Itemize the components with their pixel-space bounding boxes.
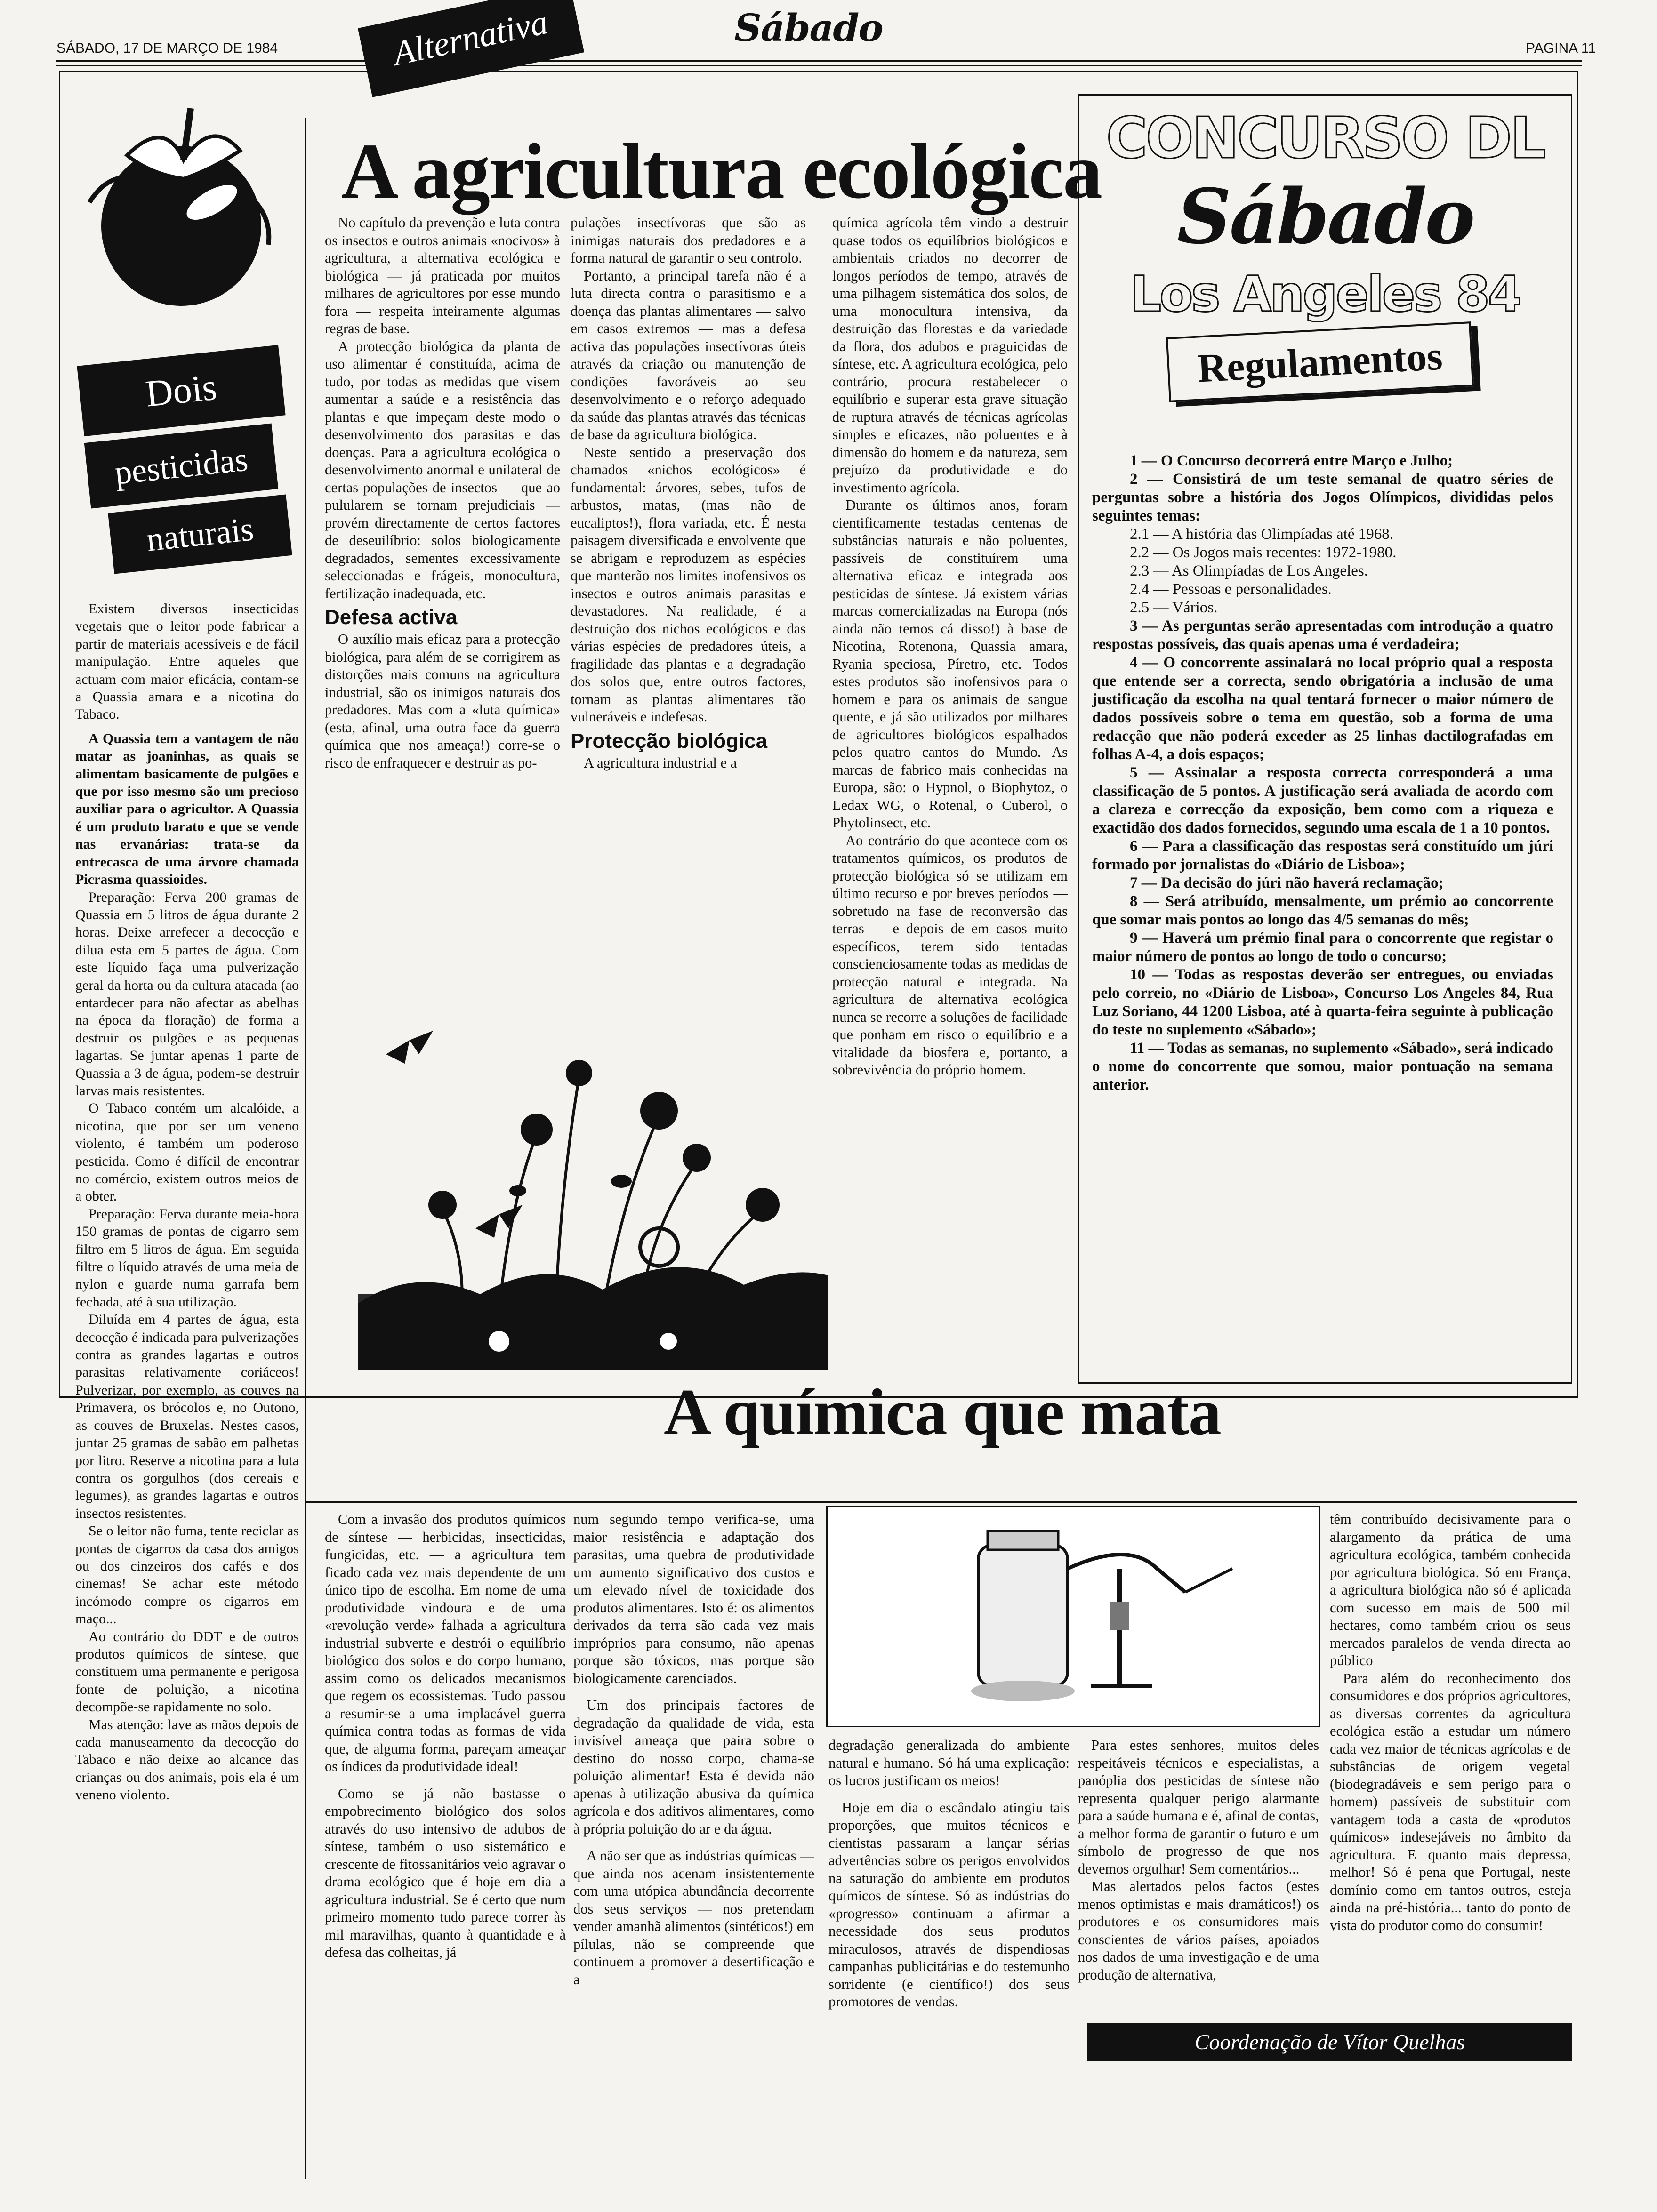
article1-paragraph: A agricultura industrial e a bbox=[584, 754, 737, 771]
article2-paragraph: A não ser que as indústrias químicas — que ainda nos acenam insistentemente com uma utópica abundância decorrente dos seus serviços — nos pretendam vender amanhã alimentos (sintéticos!) em pílulas, não se compreende que continuem a promover a desertificação e a bbox=[573, 1848, 814, 1988]
sidebar-banner-text-2: pesticidas bbox=[113, 440, 250, 492]
article2-paragraph: Para estes senhores, muitos deles respeitáveis técnicos e especialistas, a panóplia dos pesticidas de síntese não representa qualquer perigo alarmante para a saúde humana e é, afinal de contas, a melhor forma de garantir o futuro e um símbolo de progresso de que nos devemos orgulhar! Sem comentários... bbox=[1078, 1737, 1319, 1877]
sidebar-banner-text-1: Dois bbox=[144, 366, 219, 415]
article1-paragraph: No capítulo da prevenção e luta contra os insectos e outros animais «nocivos» à agricultura, a alternativa ecológica e biológica — já praticada por muitos milhares de agricultores por esse mundo fora — respeita inteiramente algumas regras de base. bbox=[325, 215, 560, 337]
article1-subheading-proteccao: Protecção biológica bbox=[571, 729, 768, 753]
sidebar-divider bbox=[305, 118, 306, 2179]
article1-paragraph: A protecção biológica da planta de uso alimentar é constituída, acima de tudo, por todas as medidas que visem aumentar a saúde e a resistência das plantas e que impeçam deste modo o desenvolvimento dos parasitas e das doenças. Para a agricultura ecológica o desenvolvimento anormal e unilateral de certas populações de insectos — que ao pulularem se tornam prejudiciais — provém directamente de certos factores de deseuilíbrio: solos biologicamente degradados, sementes excessivamente seleccionadas e frágeis, monocultura, fertilização inadequada, etc. bbox=[325, 338, 560, 601]
article2-paragraph: Mas alertados pelos factos (estes menos optimistas e mais dramáticos!) os produtores e os consumidores mais conscientes de vários países, apoiados nos dados de uma investigação e de uma produção de alternativa, bbox=[1078, 1878, 1319, 1983]
article2-column-4 bbox=[1078, 1737, 1319, 2000]
concurso-logo-line2: Sábado bbox=[1177, 172, 1473, 261]
header-rule bbox=[56, 60, 1582, 62]
tomato-illustration bbox=[71, 89, 292, 315]
article2-paragraph: Um dos principais factores de degradação da qualidade de vida, esta invisível ameaça que paira sobre o destino do nosso corpo, chama-se poluição alimentar! Esta é devida não apenas à utilização abusiva da química agrícola e dos aditivos alimentares, como à própria poluição do ar e da água. bbox=[573, 1697, 814, 1837]
article1-paragraph: Durante os últimos anos, foram cientificamente testadas centenas de substâncias naturais e não poluentes, passíveis de constituírem uma alternativa eficaz e integrada aos pesticidas de síntese. Já existem várias marcas comercializadas na Europa (nós ainda não temos cá disso!) à base de Nicotina, Rotenona, Quassia amara, Ryania speciosa, Píretro, etc. Todos estes produtos são inofensivos para o homem e para os animais de sangue quente, e já são utilizados por milhares de agricultores biológicos espalhados pelos quatro cantos do Mundo. As marcas de fabrico mais conhecidas na Europa, são: o Hypnol, o Biophytoz, o Ledax WG, o Rotenal, o Cuberol, o Phytolinsect, etc. bbox=[832, 497, 1068, 831]
rule-item: 2.4 — Pessoas e personalidades. bbox=[1130, 581, 1332, 598]
article2-paragraph: Com a invasão dos produtos químicos de síntese — herbicidas, insecticidas, fungicidas, etc. — a agricultura tem ficado cada vez mais dependente de um único tipo de escolha. Em nome de uma produtividade vindoura e de uma «revolução verde» falhada a agricultura industrial subverte e destrói o equilíbrio biológico dos solos e do corpo humano, assim como os delicados mecanismos que regem os ecossistemas. Tudo passou a resumir-se a uma implacável guerra química contra todas as formas de vida que, de alguma forma, pareçam ameaçar os índices da produtividade ideal! bbox=[325, 1511, 566, 1774]
rule-item: 11 — Todas as semanas, no suplemento «Sábado», será indicado o nome do concorrente que somou, maior pontuação na semana anterior. bbox=[1092, 1040, 1553, 1093]
article2-title: A química que mata bbox=[664, 1376, 1221, 1449]
concurso-logo-line3: Los Angeles 84 bbox=[1130, 265, 1520, 323]
sidebar-paragraph: Mas atenção: lave as mãos depois de cada manuseamento da decocção do Tabaco e não deixe ao alcance das crianças ou dos animais, pois ela é um veneno violento. bbox=[75, 1716, 299, 1803]
sidebar-paragraph: Existem diversos insecticidas vegetais que o leitor pode fabricar a partir de materiais acessíveis e de fácil manipulação. Entre aqueles que actuam com maior eficácia, contam-se a Quassia amara e a nicotina do Tabaco. bbox=[75, 601, 299, 722]
article1-column-3 bbox=[832, 214, 1068, 1372]
sidebar-paragraph: Diluída em 4 partes de água, esta decocção é indicada para pulverizações contra as grandes lagartas e outros parasitas relativamente coriáceos! Pulverizar, por exemplo, as couves na Primavera, os brócolos e, no Outono, as couves de Bruxelas. Nestes casos, juntar 25 gramas de sabão em palhetas por litro. Reserve a nicotina para a luta contra os gorgulhos (dos cereais e legumes), as grandes lagartas e outros insectos resistentes. bbox=[75, 1312, 299, 1521]
rule-item: 5 — Assinalar a resposta correcta corresponderá a uma classificação de 5 pontos. A justificação será avaliada de acordo com a clareza e correcção da exposição, bem como com a riqueza e exactidão dos dados fornecidos, segundo uma escala de 1 a 10 pontos. bbox=[1092, 764, 1553, 836]
rule-item: 8 — Será atribuído, mensalmente, um prémio ao concorrente que somar mais pontos ao longo das 4/5 semanas do mês; bbox=[1092, 893, 1553, 928]
article1-paragraph: química agrícola têm vindo a destruir quase todos os equilíbrios biológicos e ambientais criados no decorrer de longos períodos de tempo, através de uma pilhagem sistemática dos solos, de uma monocultura intensiva, da destruição das florestas e da variedade da flora, dos adubos e praguicidas de síntese, etc. A agricultura ecológica, pelo contrário, procura restabelecer o equilíbrio e superar esta grave situação de ruptura através de técnicas agrícolas simples e eficazes, não poluentes e à dimensão do homem e da natureza, sem prejuízo da produtividade e do investimento agrícola. bbox=[832, 215, 1068, 496]
rule-item: 3 — As perguntas serão apresentadas com introdução a quatro respostas possíveis, das quais apenas uma é verdadeira; bbox=[1092, 617, 1553, 653]
article1-paragraph: Portanto, a principal tarefa não é a luta directa contra o parasitismo e a doença das plantas alimentares — salvo em casos extremos — mas a defesa activa das populações insectívoras úteis através da criação ou manutenção de condições favoráveis ao seu desenvolvimento e o reforço adequado da saúde das plantas através das técnicas de base da agricultura biológica. bbox=[571, 267, 806, 442]
sidebar-text-column bbox=[75, 600, 299, 2125]
rule-item: 2.1 — A história das Olimpíadas até 1968. bbox=[1130, 526, 1394, 543]
sidebar-paragraph: Preparação: Ferva durante meia-hora 150 gramas de pontas de cigarro sem filtro em 5 litros de água. Em seguida filtre o líquido através de uma meia de nylon e guarde numa garrafa bem fechada, até à sua utilização. bbox=[75, 1206, 299, 1310]
regulamentos-list bbox=[1092, 452, 1553, 1374]
rule-item: 4 — O concorrente assinalará no local próprio qual a resposta que entende ser a correcta, sendo obrigatória a inclusão de uma justificação da escolha na qual tentará fornecer o maior número de dados possíveis sobre o tema em questão, sob a forma de uma redacção que não poderá exceder as 25 linhas dactilografadas em folhas A-4, a dois espaços; bbox=[1092, 654, 1553, 763]
rule-item: 7 — Da decisão do júri não haverá reclamação; bbox=[1130, 874, 1444, 891]
article-title: A agricultura ecológica bbox=[341, 128, 1102, 215]
rule-item: 2.3 — As Olimpíadas de Los Angeles. bbox=[1130, 562, 1368, 579]
header-date: SÁBADO, 17 DE MARÇO DE 1984 bbox=[56, 40, 278, 56]
sprayer-illustration bbox=[826, 1506, 1320, 1727]
article2-column-2 bbox=[573, 1511, 814, 2160]
concurso-logo bbox=[1087, 101, 1563, 365]
article2-paragraph: têm contribuído decisivamente para o alargamento da prática de uma agricultura ecológica, também conhecida por agricultura biológica. Só em França, a agricultura biológica não só é aplicada com sucesso em mais de 500 mil hectares, como também criou os seus mercados paralelos de venda directa ao público bbox=[1330, 1511, 1571, 1668]
article2-paragraph: Para além do reconhecimento dos consumidores e dos próprios agricultores, as diversas correntes da agricultura ecológica estão a estudar um número cada vez maior de técnicas agrícolas e de substâncias de origem vegetal (biodegradáveis e sem perigo para o homem) passíveis de substituir com vantagem toda a casta de «produtos químicos» indesejáveis no âmbito da agricultura. E quanto mais depressa, melhor! Só é pena que Portugal, neste domínio como em tantos outros, esteja ainda na pré-história... tanto do ponto de vista do produtor como do consumir! bbox=[1330, 1670, 1571, 1933]
article2-paragraph: degradação generalizada do ambiente natural e humano. Só há uma explicação: os lucros justificam os meios! bbox=[828, 1737, 1070, 1788]
concurso-logo-line1: CONCURSO DL bbox=[1106, 106, 1544, 171]
sidebar-banner-text-3: naturais bbox=[145, 510, 256, 559]
article1-paragraph: Ao contrário do que acontece com os tratamentos químicos, os produtos de protecção biológica só se utilizam em último recurso e por breves períodos — sobretudo na fase de reconversão das terras — e depois de em casos muito específicos, terem sido tentadas conscienciosamente todas as medidas de protecção natural e integrada. Na agricultura de alternativa ecológica nunca se recorre a soluções de facilidade que ponham em risco o equilíbrio e a vitalidade da biosfera e, portanto, a sobrevivência do próprio homem. bbox=[832, 832, 1068, 1078]
article1-paragraph: Neste sentido a preservação dos chamados «nichos ecológicos» é fundamental: árvores, sebes, tufos de arbustos, matas, (mas não de eucaliptos!), flora variada, etc. É nesta paisagem diversificada e envolvente que se abrigam e reproduzem as espécies que manterão nos limites inofensivos os insectos e outros animais parasitas e devastadores. Na realidade, é a destruição dos nichos ecológicos e das várias espécies de predadores úteis, a fragilidade das plantas e a degradação dos solos que, entre outros factores, tornam as plantas alimentares tão vulneráveis e indefesas. bbox=[571, 444, 806, 725]
header-page-number: PAGINA 11 bbox=[1526, 40, 1596, 56]
credit-bar bbox=[1087, 2023, 1572, 2061]
article1-subheading-defesa: Defesa activa bbox=[325, 606, 458, 629]
rule-item: 9 — Haverá um prémio final para o concorrente que registar o maior número de pontos ao longo de todo o concurso; bbox=[1092, 930, 1553, 965]
article1-column-1 bbox=[325, 214, 560, 1024]
rule-item: 1 — O Concurso decorrerá entre Março e Julho; bbox=[1130, 452, 1453, 469]
rule-item: 6 — Para a classificação das respostas será constituído um júri formado por jornalistas do «Diário de Lisboa»; bbox=[1092, 838, 1553, 873]
regulamentos-title: Regulamentos bbox=[1196, 333, 1444, 391]
article2-column-3 bbox=[828, 1737, 1070, 2160]
rule-item: 2.5 — Vários. bbox=[1130, 599, 1218, 616]
article2-column-1 bbox=[325, 1511, 566, 2160]
section-label-text: Alternativa bbox=[390, 2, 551, 73]
rule-item: 10 — Todas as respostas deverão ser entregues, ou enviadas pelo correio, no «Diário de Lisboa», Concurso Los Angeles 84, Rua Luz Soriano, 44 1200 Lisboa, até à quarta-feira seguinte à publicação do teste no suplemento «Sábado»; bbox=[1092, 966, 1553, 1038]
masthead-logo: Sábado bbox=[734, 6, 883, 50]
article1-paragraph: O auxílio mais eficaz para a protecção biológica, para além de se corrigirem as distorções mais comuns na agricultura industrial, são os inimigos naturais dos predadores. Mas com a «luta química» (esta, afinal, uma outra face da guerra química que nos ameaça!) corre-se o risco de enfraquecer e destruir as po- bbox=[325, 631, 560, 771]
garden-insects-illustration bbox=[358, 1012, 828, 1370]
sidebar-paragraph: Ao contrário do DDT e de outros produtos químicos de síntese, que constituem uma permanente e perigosa fonte de poluição, a nicotina decompõe-se rapidamente no solo. bbox=[75, 1628, 299, 1715]
credit-text: Coordenação de Vítor Quelhas bbox=[1194, 2030, 1465, 2054]
sidebar-paragraph: A Quassia tem a vantagem de não matar as joaninhas, as quais se alimentam basicamente de pulgões e que por isso mesmo são um precioso auxiliar para o agricultor. A Quassia é um produto barato e que se vende nas ervanárias: trata-se da entrecasca de uma árvore chamada Picrasma quassioides. bbox=[75, 730, 299, 888]
rule-item: 2 — Consistirá de um teste semanal de quatro séries de perguntas sobre a história dos Jogos Olímpicos, divididas pelos seguintes temas: bbox=[1092, 471, 1553, 524]
sidebar-paragraph: Preparação: Ferva 200 gramas de Quassia em 5 litros de água durante 2 horas. Deixe arrefecer a decocção e dilua esta em 5 partes de água. Com este líquido faça uma pulverização geral da horta ou da cultura atacada (ao entardecer para não afectar as abelhas na época da floração) de forma a destruir os pulgões e as pequenas lagartas. Se juntar apenas 1 parte de Quassia a 3 de água, podem-se destruir larvas mais resistentes. bbox=[75, 889, 299, 1098]
article2-paragraph: Hoje em dia o escândalo atingiu tais proporções, que muitos técnicos e cientistas passaram a lançar sérias advertências sobre os perigos envolvidos na saturação do ambiente em produtos químicos de síntese. Só as indústrias do «progresso» continuam a afirmar a necessidade dos seus produtos miraculosos, através de dispendiosas campanhas publicitárias e do testemunho sorridente (e científico!) dos seus promotores de vendas. bbox=[828, 1799, 1070, 2010]
sidebar-paragraph: O Tabaco contém um alcalóide, a nicotina, que por ser um veneno violento, é também um poderoso pesticida. Como é difícil de encontrar no comércio, existem outros meios de a obter. bbox=[75, 1100, 299, 1204]
article2-column-5 bbox=[1330, 1511, 1571, 2019]
rule-item: 2.2 — Os Jogos mais recentes: 1972-1980. bbox=[1130, 544, 1397, 561]
sidebar-paragraph: Se o leitor não fuma, tente reciclar as pontas de cigarros da casa dos amigos ou dos cinzeiros dos cafés e dos cinemas! Se achar este método incómodo compre os cigarros em maço... bbox=[75, 1523, 299, 1627]
article1-column-2 bbox=[571, 214, 806, 1024]
article2-paragraph: num segundo tempo verifica-se, uma maior resistência e adaptação dos parasitas, uma quebra de produtividade um aumento significativo dos custos e um elevado nível de toxicidade dos produtos alimentares. Isto é: os alimentos derivados da terra são cada vez mais impróprios para consumo, não apenas porque são tóxicos, mas porque são biologicamente carenciados. bbox=[573, 1511, 814, 1686]
article1-paragraph: pulações insectívoras que são as inimigas naturais dos predadores e a forma natural de garantir o seu controlo. bbox=[571, 215, 806, 266]
header-rule-thin bbox=[56, 65, 1582, 66]
article2-paragraph: Como se já não bastasse o empobrecimento biológico dos solos através do uso intensivo de adubos de síntese, também o uso sistemático e crescente de fitossanitários veio agravar o drama ecológico que é hoje em dia a agricultura industrial. Se é certo que num primeiro momento tudo parece correr às mil maravilhas, quanto à quantidade e à defesa das colheitas, já bbox=[325, 1785, 566, 1960]
